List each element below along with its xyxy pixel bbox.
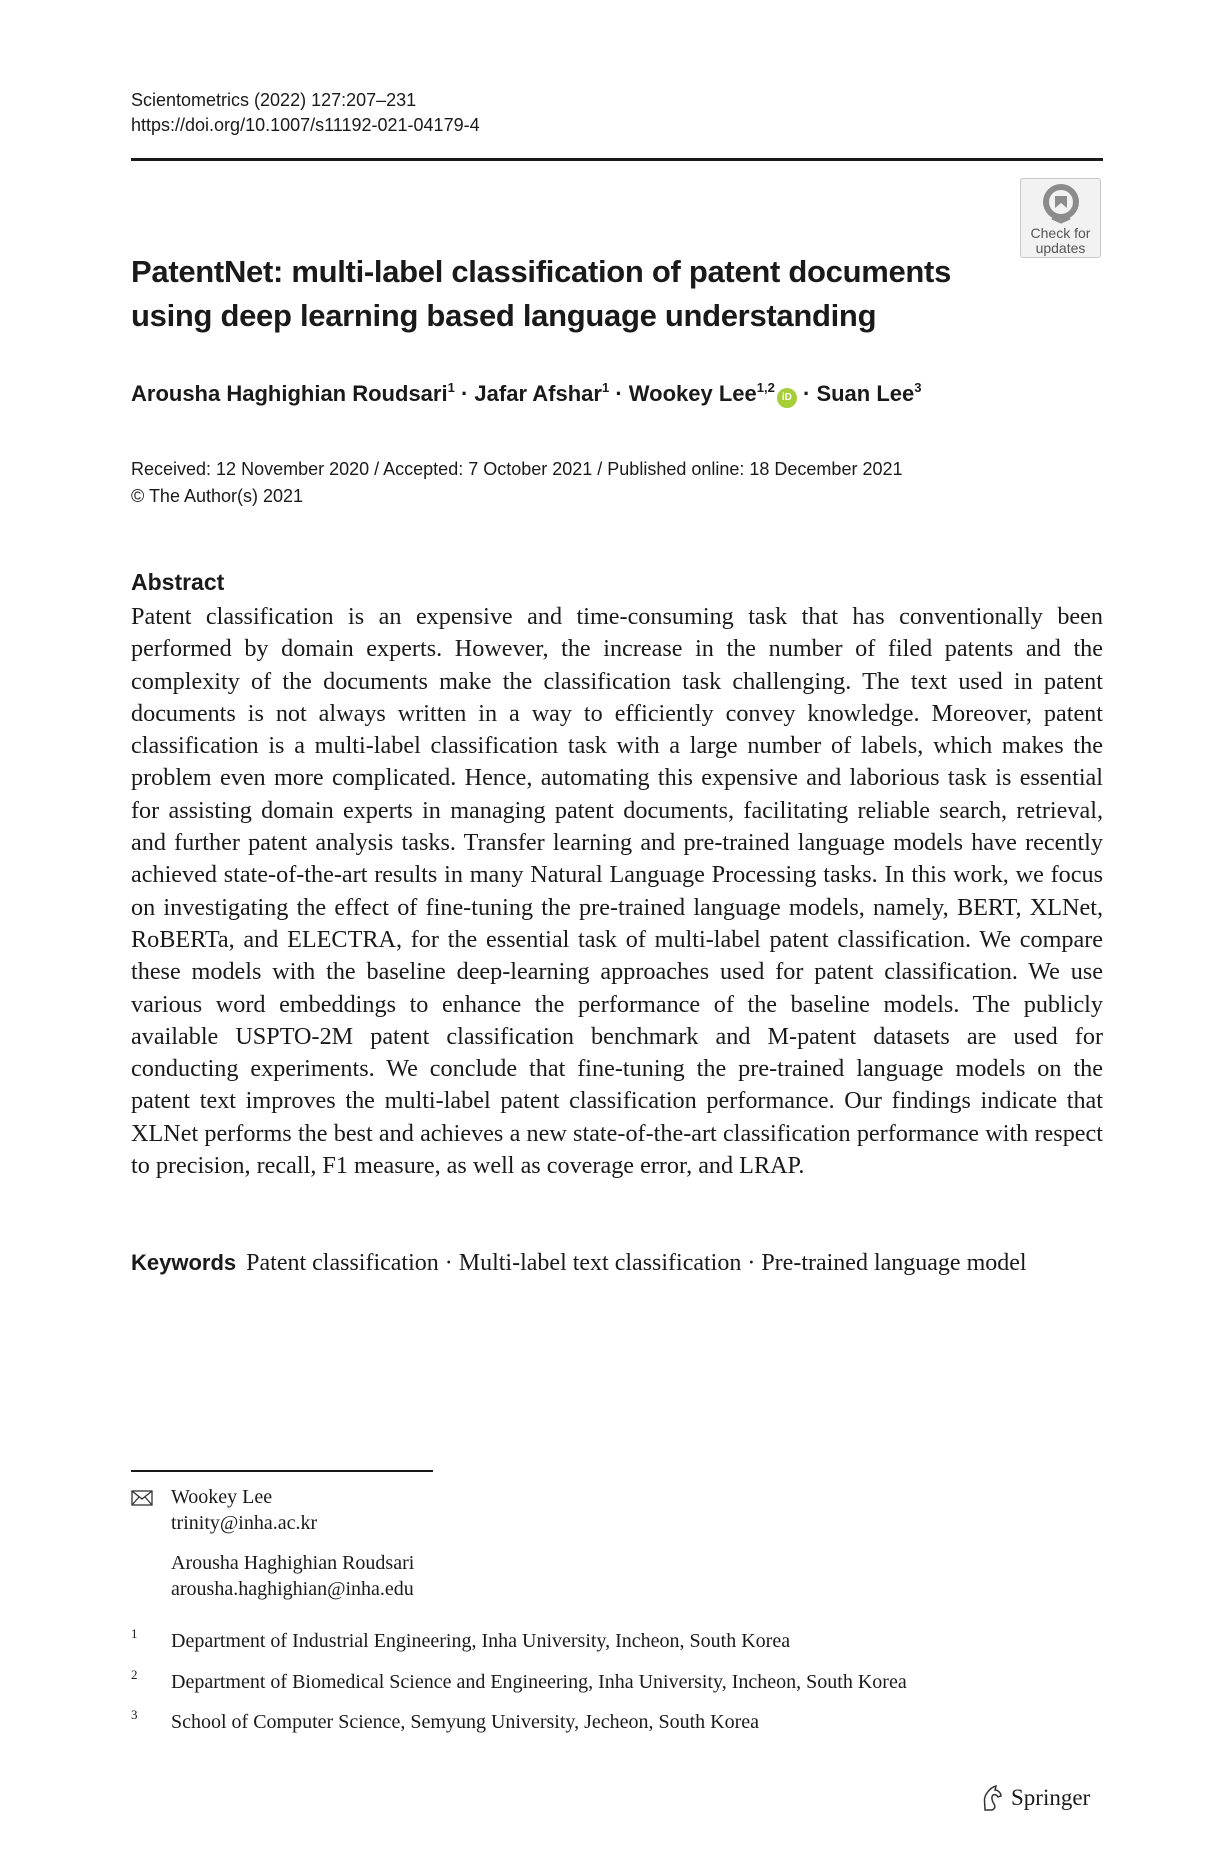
author-separator: ·	[615, 381, 623, 406]
corr-name: Wookey Lee	[171, 1486, 273, 1508]
affiliation-text: Department of Biomedical Science and Engineering, Inha University, Incheon, South Korea	[171, 1671, 907, 1693]
abstract-body: Patent classification is an expensive and time-consuming task that has conventionally been performed by domain experts. However, the increase in the number of filed patents and the complexity of the documents make the classification task challenging. The text used in patent documents is not always written in a way to efficiently convey knowledge. Moreover, patent classification is a multi-label classification task with a large number of labels, which makes the problem even more complicated. Hence, automating this expensive and laborious task is essential for assisting domain experts in managing patent documents, facilitating reliable search, retrieval, and further patent analysis tasks. Transfer learning and pre-trained language models have recently achieved state-of-the-art results in many Natural Language Processing tasks. In this work, we focus on investigating the effect of fine-tuning the pre-trained language models, namely, BERT, XLNet, RoBERTa, and ELECTRA, for the essential task of multi-label patent classification. We compare these models with the baseline deep-learning approaches used for patent classification. We use various word embeddings to enhance the performance of the baseline models. The publicly available USPTO-2M patent classification benchmark and M-patent datasets are used for conducting experiments. We conclude that fine-tuning the pre-trained language models on the patent text improves the multi-label patent classification performance. Our findings indicate that XLNet performs the best and achieves a new state-of-the-art classification performance with respect to precision, recall, F1 measure, as well as coverage error, and LRAP.	[131, 603, 1103, 1180]
author-name[interactable]: Arousha Haghighian Roudsari	[131, 381, 448, 406]
paper-title: PatentNet: multi-label classification of patent documents using deep learning based language understanding	[131, 254, 952, 333]
keywords-text: Patent classification · Multi-label text classification · Pre-trained language model	[246, 1250, 1027, 1276]
author-list	[131, 380, 921, 408]
corr-name: Arousha Haghighian Roudsari	[171, 1552, 415, 1574]
affiliation-number: 3	[131, 1707, 138, 1722]
orcid-icon[interactable]: iD	[777, 388, 797, 408]
author-separator: ·	[460, 381, 469, 406]
author-affil-ref: 1	[447, 380, 455, 395]
journal-citation: Scientometrics (2022) 127:207–231	[131, 90, 417, 110]
footnote-rule	[131, 1470, 433, 1472]
abstract-heading: Abstract	[131, 569, 225, 595]
affiliation-number: 2	[131, 1667, 138, 1682]
author-separator: ·	[802, 381, 811, 406]
affiliation-text: School of Computer Science, Semyung University, Jecheon, South Korea	[171, 1711, 760, 1733]
corr-email[interactable]: trinity@inha.ac.kr	[171, 1512, 318, 1534]
history-dates: Received: 12 November 2020 / Accepted: 7 October 2021 / Published online: 18 December 2021	[131, 459, 903, 479]
journal-header	[131, 88, 480, 138]
corresponding-author	[171, 1484, 317, 1536]
affiliation-number: 1	[131, 1626, 138, 1641]
publication-dates	[131, 456, 903, 510]
author-affil-ref: 3	[914, 380, 922, 395]
author-affil-ref: 1,2	[756, 380, 775, 395]
publisher-name: Springer	[1011, 1785, 1091, 1810]
badge-line-2: updates	[1035, 240, 1086, 256]
keywords-label: Keywords	[131, 1250, 237, 1275]
affiliation-text: Department of Industrial Engineering, Inha University, Incheon, South Korea	[171, 1630, 791, 1652]
author-affil-ref: 1	[601, 380, 610, 395]
envelope-icon	[131, 1490, 153, 1506]
badge-line-1: Check for	[1030, 225, 1091, 241]
corr-email[interactable]: arousha.haghighian@inha.edu	[171, 1578, 414, 1600]
doi-link[interactable]: https://doi.org/10.1007/s11192-021-04179-4	[131, 115, 480, 135]
springer-horse-icon	[979, 1784, 1005, 1812]
author-name[interactable]: Wookey Lee	[628, 381, 757, 406]
copyright-line: © The Author(s) 2021	[131, 486, 304, 506]
publisher-logo	[979, 1783, 1090, 1813]
corresponding-author	[171, 1550, 414, 1602]
header-rule	[131, 158, 1103, 161]
check-for-updates-badge[interactable]	[1020, 178, 1101, 258]
check-for-updates-icon	[1038, 182, 1084, 226]
keywords	[131, 1247, 1103, 1279]
author-name[interactable]: Jafar Afshar	[474, 381, 602, 406]
author-name[interactable]: Suan Lee	[816, 381, 915, 406]
